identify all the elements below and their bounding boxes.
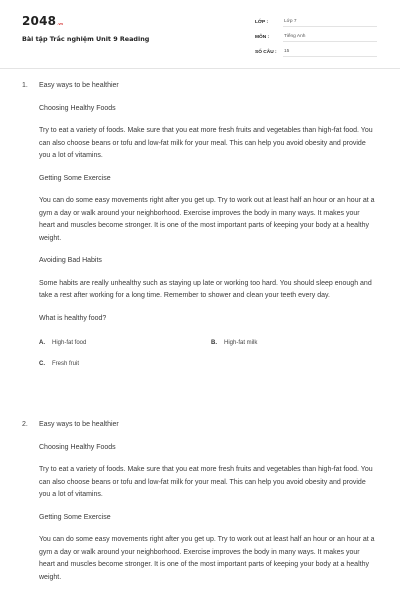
meta-row-subject bbox=[255, 30, 377, 45]
meta-row-class bbox=[255, 15, 377, 30]
section-text: You can do some easy movements right after you get up. Try to work out at least half an hour or an hour at a gym a day or walk around your neighborhood. Exercise improves the body in many ways. It makes your heart and muscles become stronger. It is one of the most important parts of keeping your body at a healthy weight. bbox=[39, 197, 375, 242]
question-prompt: What is healthy food? bbox=[39, 314, 107, 322]
question-body bbox=[39, 419, 377, 584]
meta-info bbox=[255, 15, 377, 60]
meta-row-count bbox=[255, 45, 377, 60]
option-text: High-fat food bbox=[52, 340, 87, 346]
option-a[interactable] bbox=[39, 337, 86, 350]
question-2 bbox=[22, 419, 377, 584]
site-logo[interactable]: 2048 bbox=[22, 14, 57, 28]
section-text: Some habits are really unhealthy such as staying up late or working too hard. You should sleep enough and take a rest after working for a long time. Remember to shower and clean your teeth every day. bbox=[39, 279, 372, 299]
question-number: 1. bbox=[22, 82, 28, 89]
option-letter: B. bbox=[211, 340, 217, 346]
meta-key: LỚP : bbox=[255, 20, 269, 25]
answer-options bbox=[39, 335, 377, 375]
section-text: Try to eat a variety of foods. Make sure that you eat more fresh fruits and vegetables than high-fat food. You can also choose beans or tofu and low-fat milk for your meal. This can help you avoid obesity and provide you a lot of vitamins. bbox=[39, 127, 373, 159]
section-heading: Choosing Healthy Foods bbox=[39, 443, 116, 451]
passage-title: Easy ways to be healthier bbox=[39, 421, 119, 428]
option-letter: A. bbox=[39, 340, 45, 346]
section-heading: Choosing Healthy Foods bbox=[39, 104, 116, 112]
document-title: Bài tập Trắc nghiệm Unit 9 Reading bbox=[22, 35, 150, 43]
passage-title: Easy ways to be healthier bbox=[39, 82, 119, 89]
meta-key: MÔN : bbox=[255, 35, 270, 40]
option-b[interactable] bbox=[211, 337, 257, 350]
section-heading: Avoiding Bad Habits bbox=[39, 257, 102, 264]
option-c[interactable] bbox=[39, 358, 79, 371]
question-body bbox=[39, 80, 377, 375]
meta-value: Lớp 7 bbox=[283, 19, 377, 27]
section-heading: Getting Some Exercise bbox=[39, 513, 111, 521]
question-number: 2. bbox=[22, 421, 28, 428]
meta-key: SỐ CÂU : bbox=[255, 50, 277, 55]
section-text: Try to eat a variety of foods. Make sure that you eat more fresh fruits and vegetables than high-fat food. You can also choose beans or tofu and low-fat milk for your meal. This can help you avoid obesity and provide you a lot of vitamins. bbox=[39, 466, 373, 498]
meta-value: Tiếng Anh bbox=[283, 34, 377, 42]
option-letter: C. bbox=[39, 361, 45, 367]
option-text: High-fat milk bbox=[224, 340, 258, 346]
site-logo-suffix: .vn bbox=[57, 21, 63, 26]
option-text: Fresh fruit bbox=[52, 361, 80, 367]
question-1 bbox=[22, 80, 377, 375]
section-heading: Getting Some Exercise bbox=[39, 174, 111, 182]
page-header bbox=[0, 0, 400, 70]
section-text: You can do some easy movements right after you get up. Try to work out at least half an hour or an hour at a gym a day or walk around your neighborhood. Exercise improves the body in many ways. It makes your heart and muscles become stronger. It is one of the most important parts of keeping your body at a healthy weight. bbox=[39, 536, 375, 581]
meta-value: 15 bbox=[283, 49, 377, 57]
header-divider bbox=[0, 68, 400, 69]
